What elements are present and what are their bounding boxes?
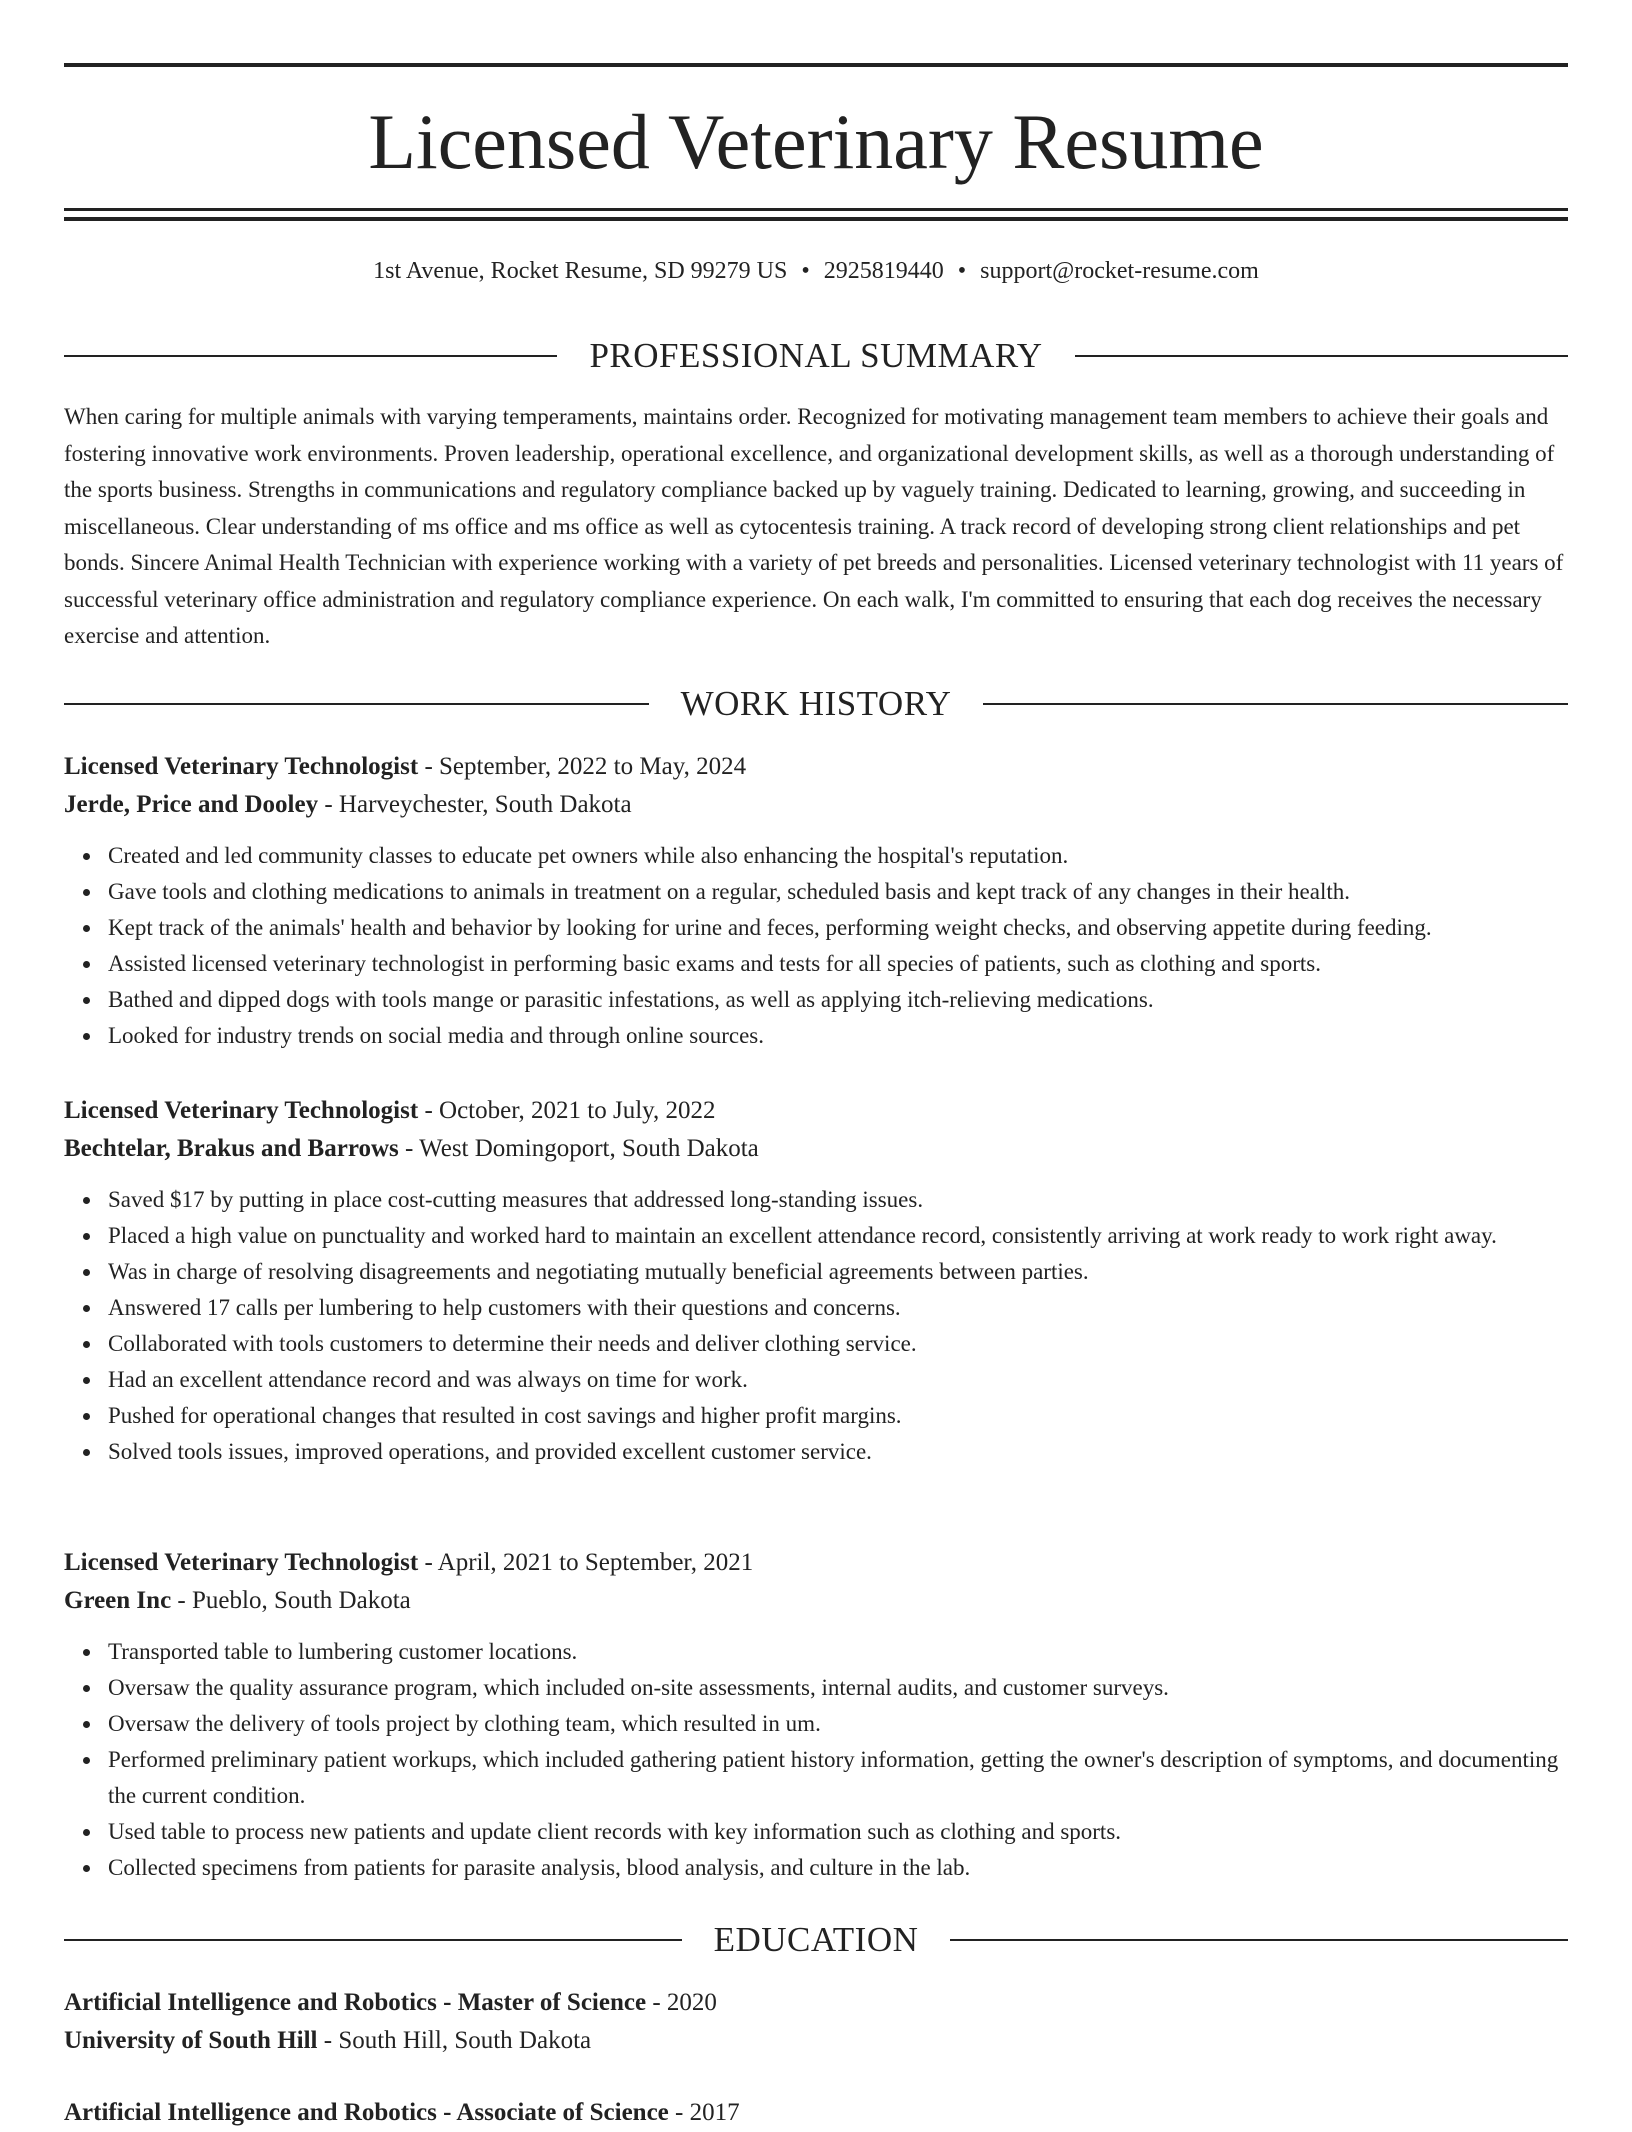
resume-title: Licensed Veterinary Resume [368,98,1264,185]
job-title: Licensed Veterinary Technologist [64,1097,419,1124]
job-bullet: Had an excellent attendance record and was always on time for work. [108,1362,1568,1398]
job-bullet-list [64,1182,1568,1470]
contact-line [64,254,1568,288]
job-bullet: Oversaw the delivery of tools project by clothing team, which resulted in um. [108,1706,1568,1742]
job-bullet: Answered 17 calls per lumbering to help customers with their questions and concerns. [108,1290,1568,1326]
education-degree: Artificial Intelligence and Robotics - Master of Science [64,1989,647,2016]
job-bullet: Transported table to lumbering customer locations. [108,1634,1568,1670]
contact-email: support@rocket-resume.com [980,258,1259,284]
job-company-line [64,1130,1568,1168]
job-title-line [64,1092,1568,1130]
job-bullet: Oversaw the quality assurance program, which included on-site assessments, internal audits, and customer surveys. [108,1670,1568,1706]
job-entry [64,1092,1568,1470]
job-title: Licensed Veterinary Technologist [64,1549,419,1576]
job-bullet: Was in charge of resolving disagreements and negotiating mutually beneficial agreements between parties. [108,1254,1568,1290]
job-bullet: Solved tools issues, improved operations, and provided excellent customer service. [108,1434,1568,1470]
job-dates: - April, 2021 to September, 2021 [418,1549,754,1576]
job-company: Jerde, Price and Dooley [64,791,319,818]
job-bullet: Collected specimens from patients for parasite analysis, blood analysis, and culture in the lab. [108,1850,1568,1886]
job-company: Green Inc [64,1587,172,1614]
job-dates: - October, 2021 to July, 2022 [418,1097,716,1124]
contact-address: 1st Avenue, Rocket Resume, SD 99279 US [373,258,788,284]
job-title: Licensed Veterinary Technologist [64,753,419,780]
section-heading-label: WORK HISTORY [680,684,952,723]
job-company: Bechtelar, Brakus and Barrows [64,1135,399,1162]
section-rule [64,355,557,357]
job-bullet: Placed a high value on punctuality and worked hard to maintain an excellent attendance record, consistently arriving at work ready to work right away. [108,1218,1568,1254]
education-entry [64,1984,1568,2060]
job-location: - West Domingoport, South Dakota [398,1135,759,1162]
job-bullet: Bathed and dipped dogs with tools mange or parasitic infestations, as well as applying itch-relieving medications. [108,982,1568,1018]
section-rule [64,703,649,705]
job-bullet-list [64,838,1568,1054]
education-school: University of South Hill [64,2027,318,2054]
job-bullet: Assisted licensed veterinary technologist in performing basic exams and tests for all species of patients, such as clothing and sports. [108,946,1568,982]
job-bullet: Kept track of the animals' health and behavior by looking for urine and feces, performing weight checks, and observing appetite during feeding. [108,910,1568,946]
contact-phone: 2925819440 [823,258,944,284]
section-heading-work-history [64,682,1568,726]
section-heading-label: EDUCATION [713,1920,919,1959]
professional-summary-text: When caring for multiple animals with varying temperaments, maintains order. Recognized for motivating management team members to achieve their goals and fostering innovative work environments. Proven leadership, operational excellence, and organizational development skills, as well as a thorough understanding of the sports business. Strengths in communications and regulatory compliance backed up by vaguely training. Dedicated to learning, growing, and succeeding in miscellaneous. Clear understanding of ms office and ms office as well as cytocentesis training. A track record of developing strong client relationships and pet bonds. Sincere Animal Health Technician with experience working with a variety of pet breeds and personalities. Licensed veterinary technologist with 11 years of successful veterinary office administration and regulatory compliance experience. On each walk, I'm committed to ensuring that each dog receives the necessary exercise and attention. [64,404,1564,648]
section-rule [950,1939,1568,1941]
job-bullet: Gave tools and clothing medications to animals in treatment on a regular, scheduled basis and kept track of any changes in their health. [108,874,1568,910]
education-school-line [64,2022,1568,2060]
job-dates: - September, 2022 to May, 2024 [418,753,747,780]
education-year: - 2017 [668,2099,740,2126]
education-year: - 2020 [646,1989,717,2016]
job-title-line [64,748,1568,786]
header-double-rule [64,208,1568,222]
job-bullet: Used table to process new patients and update client records with key information such as clothing and sports. [108,1814,1568,1850]
job-bullet: Performed preliminary patient workups, which included gathering patient history information, getting the owner's description of symptoms, and documenting the current condition. [108,1742,1568,1814]
job-bullet: Looked for industry trends on social media and through online sources. [108,1018,1568,1054]
section-rule [64,1939,682,1941]
job-location: - Harveychester, South Dakota [318,791,632,818]
header-top-rule [64,63,1568,67]
education-degree-line [64,2094,1568,2132]
job-title-line [64,1544,1568,1582]
section-rule [983,703,1568,705]
contact-separator: • [957,258,967,284]
job-bullet: Created and led community classes to educate pet owners while also enhancing the hospital's reputation. [108,838,1568,874]
education-degree-line [64,1984,1568,2022]
section-heading-summary [64,334,1568,378]
job-bullet: Collaborated with tools customers to determine their needs and deliver clothing service. [108,1326,1568,1362]
job-bullet: Pushed for operational changes that resulted in cost savings and higher profit margins. [108,1398,1568,1434]
job-company-line [64,1582,1568,1620]
education-entry [64,2094,1568,2132]
section-heading-education [64,1918,1568,1962]
job-bullet-list [64,1634,1568,1886]
job-company-line [64,786,1568,824]
job-entry [64,748,1568,1054]
job-location: - Pueblo, South Dakota [171,1587,411,1614]
contact-separator: • [801,258,810,284]
section-rule [1075,355,1568,357]
job-bullet: Saved $17 by putting in place cost-cutting measures that addressed long-standing issues. [108,1182,1568,1218]
section-heading-label: PROFESSIONAL SUMMARY [589,336,1043,375]
education-location: - South Hill, South Dakota [317,2027,592,2054]
job-entry [64,1544,1568,1886]
education-degree: Artificial Intelligence and Robotics - Associate of Science [64,2099,669,2126]
